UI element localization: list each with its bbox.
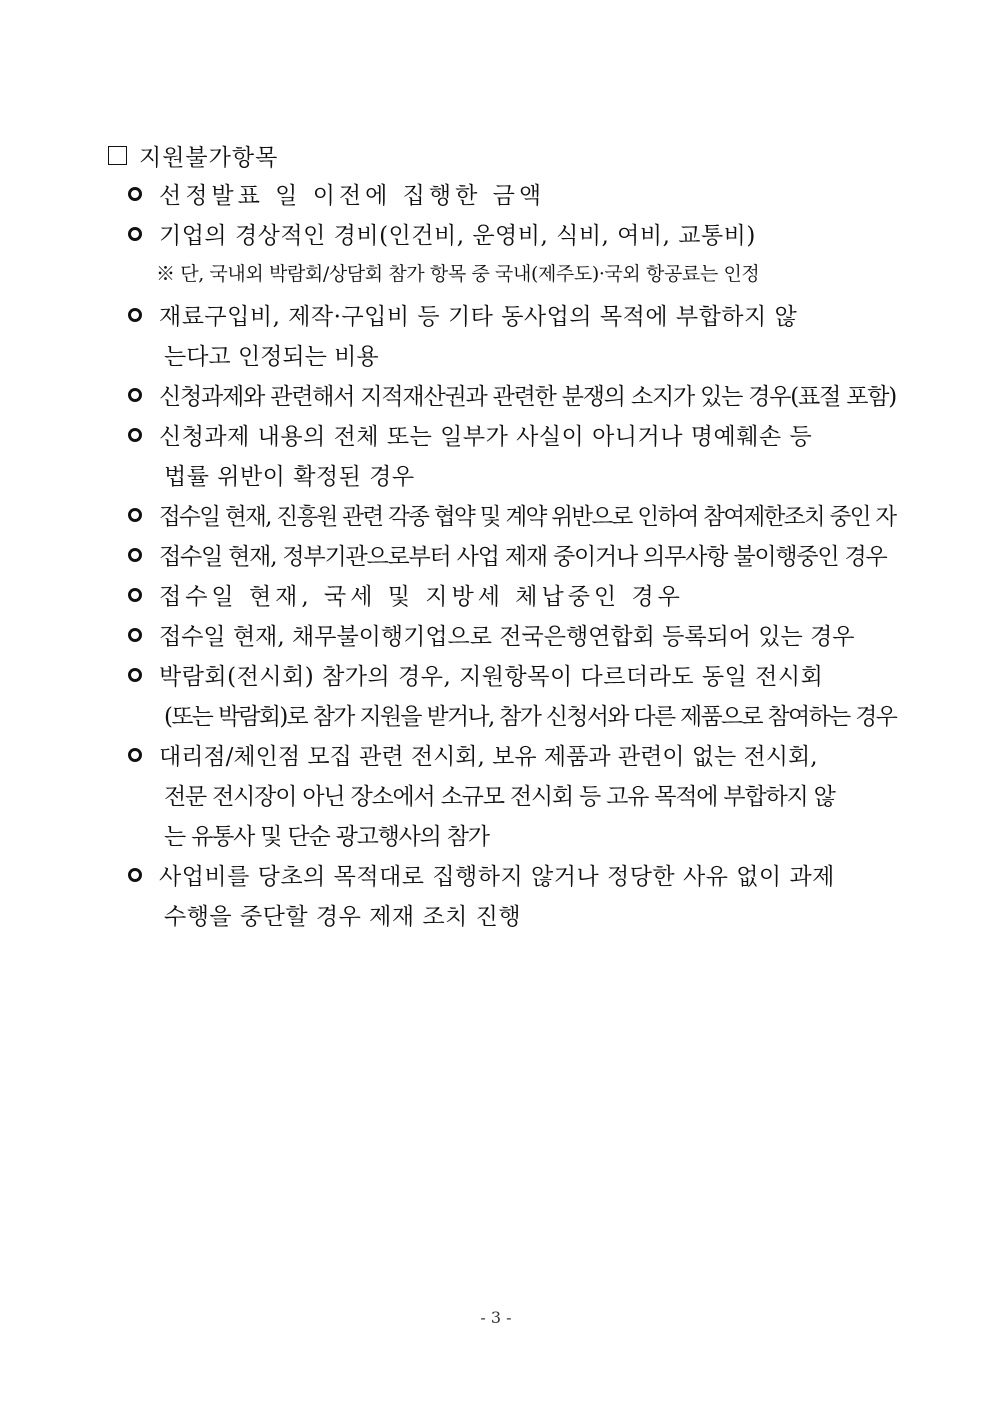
- list-item: [128, 376, 898, 416]
- list-item-continuation: [164, 456, 898, 496]
- list-item-text: 는 유통사 및 단순 광고행사의 참가: [164, 824, 489, 850]
- list-item: [128, 616, 898, 656]
- circle-bullet-icon: [128, 508, 142, 522]
- list-item-text: 는다고 인정되는 비용: [164, 344, 379, 370]
- list-item-text: 대리점/체인점 모집 관련 전시회, 보유 제품과 관련이 없는 전시회,: [159, 744, 818, 770]
- list-item-continuation: [164, 336, 898, 376]
- circle-bullet-icon: [128, 187, 142, 201]
- circle-bullet-icon: [128, 588, 142, 602]
- list-item-text: 전문 전시장이 아닌 장소에서 소규모 전시회 등 고유 목적에 부합하지 않: [164, 784, 835, 810]
- list-item: [128, 215, 898, 255]
- note: [156, 258, 759, 290]
- list-item: [128, 416, 898, 456]
- circle-bullet-icon: [128, 748, 142, 762]
- list-item-text: 사업비를 당초의 목적대로 집행하지 않거나 정당한 사유 없이 과제: [159, 864, 835, 890]
- list-item-text: 신청과제와 관련해서 지적재산권과 관련한 분쟁의 소지가 있는 경우(표절 포함): [159, 384, 897, 410]
- list-item-text: 수행을 중단할 경우 제재 조치 진행: [164, 904, 522, 930]
- list-item-text: (또는 박람회)로 참가 지원을 받거나, 참가 신청서와 다른 제품으로 참여하는 경우: [164, 704, 897, 730]
- page-number: - 3 -: [480, 1308, 512, 1327]
- list-item: [128, 656, 898, 696]
- reference-mark-icon: ※: [156, 263, 175, 285]
- list-item: [128, 856, 898, 896]
- section-heading: [108, 138, 278, 172]
- list-item-text: 법률 위반이 확정된 경우: [164, 464, 415, 490]
- list-item-continuation: [164, 776, 898, 816]
- circle-bullet-icon: [128, 548, 142, 562]
- list-item-continuation: [164, 896, 898, 936]
- list-item: [128, 496, 898, 536]
- list-item-text: 접수일 현재, 채무불이행기업으로 전국은행연합회 등록되어 있는 경우: [159, 624, 855, 650]
- circle-bullet-icon: [128, 428, 142, 442]
- note-text: 단, 국내외 박람회/상담회 참가 항목 중 국내(제주도)·국외 항공료는 인정: [180, 263, 760, 285]
- circle-bullet-icon: [128, 227, 142, 241]
- list-item-continuation: [164, 696, 898, 736]
- list-item-text: 신청과제 내용의 전체 또는 일부가 사실이 아니거나 명예훼손 등: [159, 424, 813, 450]
- list-item: [128, 576, 898, 616]
- list-item-text: 접수일 현재, 국세 및 지방세 체납중인 경우: [159, 584, 684, 610]
- list-item-text: 재료구입비, 제작·구입비 등 기타 동사업의 목적에 부합하지 않: [159, 304, 798, 330]
- list-item-text: 박람회(전시회) 참가의 경우, 지원항목이 다르더라도 동일 전시회: [159, 664, 824, 690]
- checkbox-square-icon: [108, 146, 127, 165]
- circle-bullet-icon: [128, 308, 142, 322]
- circle-bullet-icon: [128, 868, 142, 882]
- list-item: [128, 296, 898, 336]
- list-item-continuation: [164, 816, 898, 856]
- list-item-text: 기업의 경상적인 경비(인건비, 운영비, 식비, 여비, 교통비): [159, 223, 756, 249]
- list-item: [128, 736, 898, 776]
- list-item-text: 접수일 현재, 정부기관으로부터 사업 제재 중이거나 의무사항 불이행중인 경우: [159, 544, 887, 570]
- list-item: [128, 175, 898, 215]
- circle-bullet-icon: [128, 668, 142, 682]
- circle-bullet-icon: [128, 388, 142, 402]
- list-item-text: 접수일 현재, 진흥원 관련 각종 협약 및 계약 위반으로 인하여 참여제한조치 중인 자: [159, 504, 896, 530]
- circle-bullet-icon: [128, 628, 142, 642]
- section-title: 지원불가항목: [139, 144, 279, 171]
- list-item: [128, 536, 898, 576]
- list-item-text: 선정발표 일 이전에 집행한 금액: [159, 183, 546, 209]
